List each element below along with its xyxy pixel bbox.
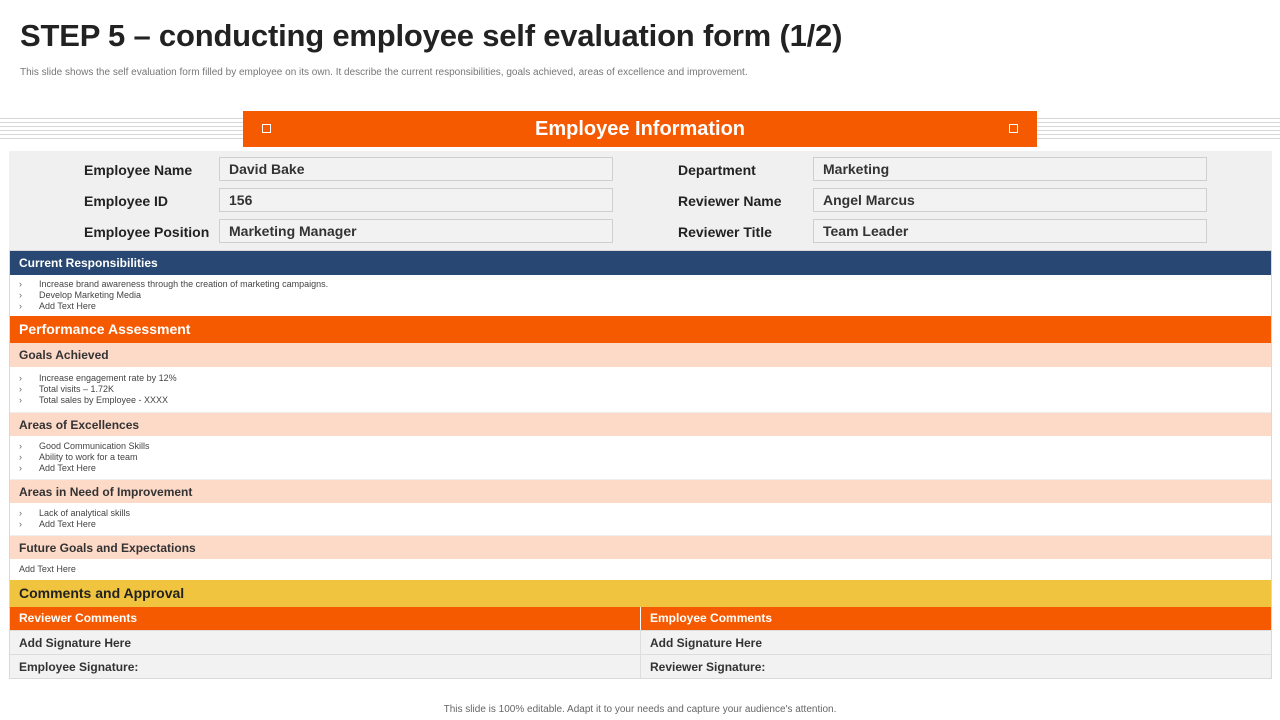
employee-info-panel xyxy=(9,151,1272,250)
list-item: › Lack of analytical skills xyxy=(19,508,1271,519)
footer-note: This slide is 100% editable. Adapt it to your needs and capture your audience's attention. xyxy=(443,704,837,715)
employee-id-field[interactable]: 156 xyxy=(219,188,613,212)
evaluation-form xyxy=(9,250,1272,679)
list-item: › Develop Marketing Media xyxy=(19,290,1271,301)
list-item: › Add Text Here xyxy=(19,463,1271,474)
improvement-list xyxy=(10,503,1271,535)
list-item: › Increase engagement rate by 12% xyxy=(19,373,1271,384)
page-title: STEP 5 – conducting employee self evaluation form (1/2) xyxy=(20,18,843,53)
reviewer-name-field[interactable]: Angel Marcus xyxy=(813,188,1207,212)
employee-position-label: Employee Position xyxy=(84,224,210,240)
department-label: Department xyxy=(678,162,756,178)
list-item: › Add Text Here xyxy=(19,519,1271,530)
list-item: › Increase brand awareness through the creation of marketing campaigns. xyxy=(19,279,1271,290)
areas-of-excellences-heading: Areas of Excellences xyxy=(10,412,1271,436)
future-goals-text: Add Text Here xyxy=(10,559,1271,580)
future-goals-heading: Future Goals and Expectations xyxy=(10,535,1271,559)
list-item: › Good Communication Skills xyxy=(19,441,1271,452)
employee-signature-field[interactable]: Add Signature Here xyxy=(640,630,1271,654)
excellences-list xyxy=(10,436,1271,479)
goals-achieved-heading: Goals Achieved xyxy=(10,343,1271,367)
employee-name-field[interactable]: David Bake xyxy=(219,157,613,181)
list-item: › Ability to work for a team xyxy=(19,452,1271,463)
employee-comments-heading: Employee Comments xyxy=(640,607,1271,630)
reviewer-name-label: Reviewer Name xyxy=(678,193,782,209)
banner-title: Employee Information xyxy=(534,117,746,140)
list-item: › Total visits – 1.72K xyxy=(19,384,1271,395)
list-item: › Total sales by Employee - XXXX xyxy=(19,395,1271,406)
employee-information-banner xyxy=(243,111,1037,147)
reviewer-signature-label: Reviewer Signature: xyxy=(640,654,1271,678)
decorative-stripes-right xyxy=(1037,118,1280,140)
reviewer-title-label: Reviewer Title xyxy=(678,224,772,240)
department-field[interactable]: Marketing xyxy=(813,157,1207,181)
list-item: › Add Text Here xyxy=(19,301,1271,312)
employee-name-label: Employee Name xyxy=(84,162,193,178)
square-bullet-icon xyxy=(1009,124,1018,133)
areas-need-improvement-heading: Areas in Need of Improvement xyxy=(10,479,1271,503)
employee-signature-label: Employee Signature: xyxy=(10,654,640,678)
current-responsibilities-heading: Current Responsibilities xyxy=(10,251,1271,275)
signature-label-row xyxy=(10,654,1271,678)
responsibilities-list xyxy=(10,275,1271,316)
reviewer-title-field[interactable]: Team Leader xyxy=(813,219,1207,243)
signature-row xyxy=(10,630,1271,654)
reviewer-comments-heading: Reviewer Comments xyxy=(10,607,640,630)
decorative-stripes-left xyxy=(0,118,243,140)
comments-header-row xyxy=(10,607,1271,630)
page-subtitle: This slide shows the self evaluation form filled by employee on its own. It describe the current responsibilities, goals achieved, areas of excellence and improvement. xyxy=(20,67,748,78)
employee-position-field[interactable]: Marketing Manager xyxy=(219,219,613,243)
reviewer-signature-field[interactable]: Add Signature Here xyxy=(10,630,640,654)
employee-id-label: Employee ID xyxy=(84,193,169,209)
performance-assessment-heading: Performance Assessment xyxy=(10,316,1271,343)
square-bullet-icon xyxy=(262,124,271,133)
goals-list xyxy=(10,367,1271,412)
comments-approval-heading: Comments and Approval xyxy=(10,580,1271,607)
